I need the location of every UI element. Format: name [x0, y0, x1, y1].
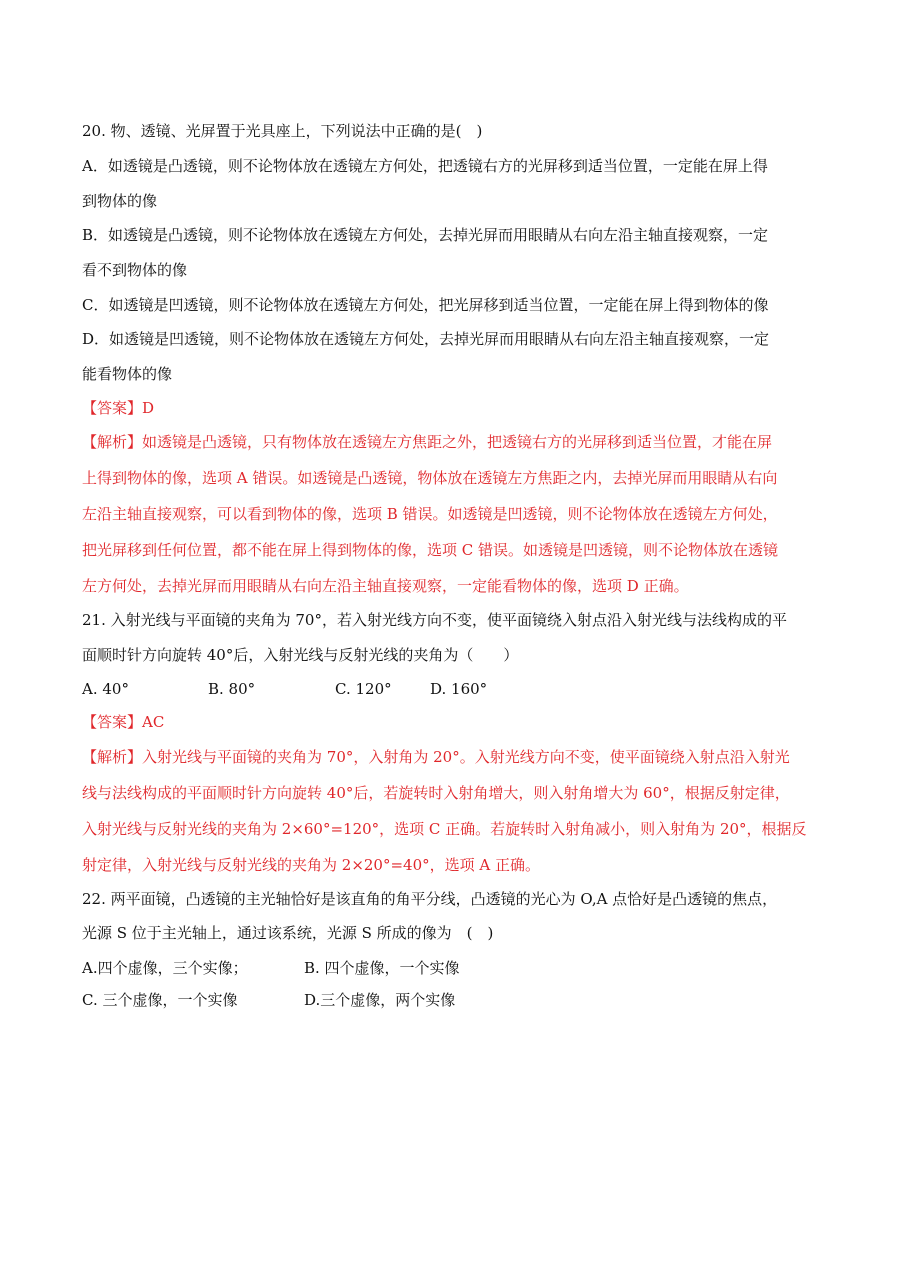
- q20-analysis-line1: 【解析】如透镜是凸透镜，只有物体放在透镜左方焦距之外，把透镜右方的光屏移到适当位置，才能在屏: [82, 433, 773, 451]
- q20-stem: 20. 物、透镜、光屏置于光具座上，下列说法中正确的是( ): [82, 122, 483, 140]
- q22-option-b: B. 四个虚像，一个实像: [304, 959, 460, 977]
- q21-option-c: C. 120°: [335, 680, 392, 698]
- q21-option-d: D. 160°: [430, 680, 488, 698]
- q21-option-b: B. 80°: [208, 680, 256, 698]
- q21-stem-line2: 面顺时针方向旋转 40°后，入射光线与反射光线的夹角为（ ）: [82, 646, 519, 664]
- q20-analysis-line3: 左沿主轴直接观察，可以看到物体的像，选项 B 错误。如透镜是凹透镜，则不论物体放在透镜左方何处，: [82, 505, 778, 523]
- q20-option-b-line2: 看不到物体的像: [82, 261, 188, 279]
- q22-option-a: A.四个虚像，三个实像；: [82, 959, 248, 977]
- q21-option-a: A. 40°: [82, 680, 129, 698]
- q21-analysis-line1: 【解析】入射光线与平面镜的夹角为 70°，入射角为 20°。入射光线方向不变，使平面镜绕入射点沿入射光: [82, 748, 790, 766]
- q20-option-d-line2: 能看物体的像: [82, 365, 173, 383]
- q20-analysis-line4: 把光屏移到任何位置，都不能在屏上得到物体的像，选项 C 错误。如透镜是凹透镜，则不论物体放在透镜: [82, 541, 779, 559]
- q22-stem-line2: 光源 S 位于主光轴上，通过该系统，光源 S 所成的像为 ( ): [82, 924, 494, 942]
- q20-option-b-line1: B．如透镜是凸透镜，则不论物体放在透镜左方何处，去掉光屏而用眼睛从右向左沿主轴直接观察，一定: [82, 226, 769, 244]
- q20-option-d-line1: D．如透镜是凹透镜，则不论物体放在透镜左方何处，去掉光屏而用眼睛从右向左沿主轴直接观察，一定: [82, 330, 770, 348]
- q22-options-row2: [82, 991, 822, 1009]
- q20-option-c: C．如透镜是凹透镜，则不论物体放在透镜左方何处，把光屏移到适当位置，一定能在屏上得到物体的像: [82, 296, 769, 314]
- q21-analysis-line4: 射定律，入射光线与反射光线的夹角为 2×20°=40°，选项 A 正确。: [82, 856, 540, 874]
- q21-analysis-line3: 入射光线与反射光线的夹角为 2×60°=120°，选项 C 正确。若旋转时入射角减小，则入射角为 20°，根据反: [82, 820, 807, 838]
- q21-analysis-line2: 线与法线构成的平面顺时针方向旋转 40°后，若旋转时入射角增大，则入射角增大为 60°，根据反射定律，: [82, 784, 790, 802]
- q21-options: [82, 680, 822, 698]
- q22-options-row1: [82, 959, 822, 977]
- q20-analysis-line2: 上得到物体的像，选项 A 错误。如透镜是凸透镜，物体放在透镜左方焦距之内，去掉光屏而用眼睛从右向: [82, 469, 778, 487]
- q21-answer: 【答案】AC: [82, 713, 165, 731]
- q22-option-d: D.三个虚像，两个实像: [304, 991, 456, 1009]
- q22-stem-line1: 22. 两平面镜，凸透镜的主光轴恰好是该直角的角平分线，凸透镜的光心为 O,A 点恰好是凸透镜的焦点，: [82, 890, 778, 908]
- q20-answer: 【答案】D: [82, 399, 155, 417]
- q21-stem-line1: 21. 入射光线与平面镜的夹角为 70°，若入射光线方向不变，使平面镜绕入射点沿入射光线与法线构成的平: [82, 611, 787, 629]
- q20-option-a-line1: A．如透镜是凸透镜，则不论物体放在透镜左方何处，把透镜右方的光屏移到适当位置，一定能在屏上得: [82, 157, 768, 175]
- q22-option-c: C. 三个虚像，一个实像: [82, 991, 238, 1009]
- q20-option-a-line2: 到物体的像: [82, 192, 158, 210]
- q20-analysis-line5: 左方何处，去掉光屏而用眼睛从右向左沿主轴直接观察，一定能看物体的像，选项 D 正确。: [82, 577, 689, 595]
